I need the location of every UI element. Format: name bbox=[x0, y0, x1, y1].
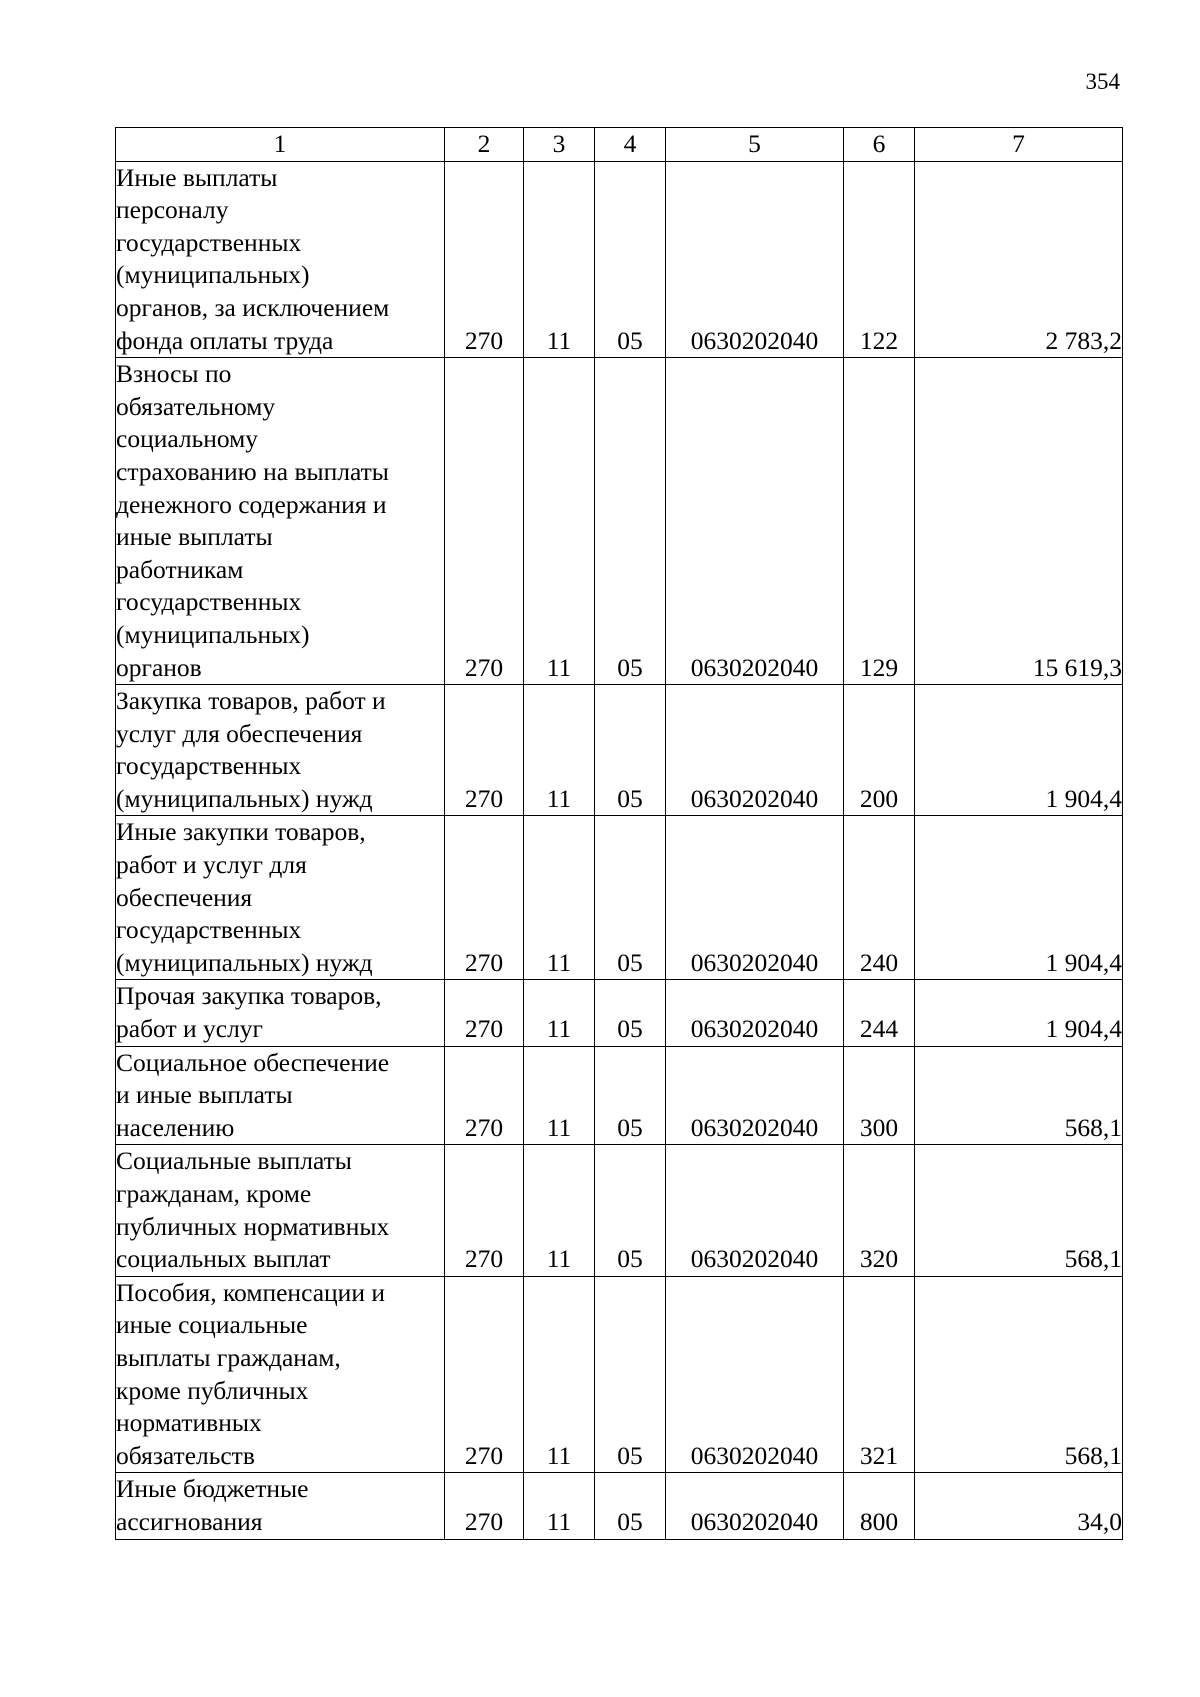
amount-cell: 1 904,4 bbox=[915, 980, 1123, 1046]
csr-cell: 0630202040 bbox=[666, 980, 844, 1046]
name-line: населению bbox=[116, 1112, 235, 1142]
name-cell bbox=[116, 980, 445, 1046]
name-line: иные выплаты bbox=[116, 522, 273, 552]
name-cell bbox=[116, 816, 445, 980]
page-number: 354 bbox=[1085, 69, 1120, 94]
name-line: социальному bbox=[116, 424, 259, 454]
name-line: денежного содержания и bbox=[116, 489, 387, 519]
name-line: Взносы по bbox=[116, 359, 232, 389]
name-line: Социальные выплаты bbox=[116, 1146, 352, 1176]
rz-cell: 11 bbox=[524, 980, 595, 1046]
table-row bbox=[116, 980, 1123, 1046]
vr-cell: 240 bbox=[844, 816, 915, 980]
vr-cell: 321 bbox=[844, 1276, 915, 1473]
rz-cell: 11 bbox=[524, 1473, 595, 1539]
csr-cell: 0630202040 bbox=[666, 1473, 844, 1539]
name-line: ассигнования bbox=[116, 1506, 263, 1536]
name-cell bbox=[116, 358, 445, 685]
name-line: государственных bbox=[116, 751, 302, 781]
column-header-3: 3 bbox=[524, 128, 595, 162]
column-header-1: 1 bbox=[116, 128, 445, 162]
name-cell bbox=[116, 1473, 445, 1539]
name-line: обязательному bbox=[116, 391, 276, 421]
table-row bbox=[116, 1473, 1123, 1539]
rz-cell: 11 bbox=[524, 161, 595, 358]
name-line: иные социальные bbox=[116, 1310, 308, 1340]
name-line: (муниципальных) нужд bbox=[116, 783, 373, 813]
column-header-7: 7 bbox=[915, 128, 1123, 162]
name-line: государственных bbox=[116, 227, 302, 257]
pr-cell: 05 bbox=[595, 358, 666, 685]
name-line: работ и услуг bbox=[116, 1014, 263, 1044]
pr-cell: 05 bbox=[595, 1276, 666, 1473]
name-line: социальных выплат bbox=[116, 1244, 331, 1274]
name-cell bbox=[116, 685, 445, 816]
vr-cell: 244 bbox=[844, 980, 915, 1046]
column-header-4: 4 bbox=[595, 128, 666, 162]
name-line: страхованию на выплаты bbox=[116, 456, 389, 486]
vr-cell: 200 bbox=[844, 685, 915, 816]
table-body bbox=[116, 161, 1123, 1539]
table-row bbox=[116, 161, 1123, 358]
name-line: услуг для обеспечения bbox=[116, 718, 363, 748]
amount-cell: 568,1 bbox=[915, 1145, 1123, 1276]
csr-cell: 0630202040 bbox=[666, 685, 844, 816]
table-row bbox=[116, 1145, 1123, 1276]
vr-cell: 129 bbox=[844, 358, 915, 685]
name-line: фонда оплаты труда bbox=[116, 325, 334, 355]
vr-cell: 122 bbox=[844, 161, 915, 358]
name-line: Иные бюджетные bbox=[116, 1474, 309, 1504]
ved-cell: 270 bbox=[445, 980, 524, 1046]
name-line: (муниципальных) нужд bbox=[116, 947, 373, 977]
csr-cell: 0630202040 bbox=[666, 1145, 844, 1276]
pr-cell: 05 bbox=[595, 816, 666, 980]
vr-cell: 800 bbox=[844, 1473, 915, 1539]
name-line: Иные закупки товаров, bbox=[116, 817, 366, 847]
name-line: Закупка товаров, работ и bbox=[116, 686, 386, 716]
name-line: работ и услуг для bbox=[116, 850, 307, 880]
name-line: гражданам, кроме bbox=[116, 1179, 312, 1208]
ved-cell: 270 bbox=[445, 685, 524, 816]
name-line: органов bbox=[116, 652, 202, 682]
name-line: Социальное обеспечение bbox=[116, 1047, 390, 1077]
ved-cell: 270 bbox=[445, 1276, 524, 1473]
name-line: нормативных bbox=[116, 1408, 262, 1438]
name-line: (муниципальных) bbox=[116, 260, 310, 290]
name-line: Иные выплаты bbox=[116, 162, 278, 192]
table-row bbox=[116, 1276, 1123, 1473]
table-row bbox=[116, 358, 1123, 685]
rz-cell: 11 bbox=[524, 816, 595, 980]
amount-cell: 1 904,4 bbox=[915, 816, 1123, 980]
name-line: Прочая закупка товаров, bbox=[116, 981, 382, 1011]
budget-table bbox=[115, 127, 1123, 1540]
pr-cell: 05 bbox=[595, 161, 666, 358]
table-row bbox=[116, 1046, 1123, 1145]
csr-cell: 0630202040 bbox=[666, 816, 844, 980]
name-line: государственных bbox=[116, 915, 302, 945]
name-cell bbox=[116, 1145, 445, 1276]
ved-cell: 270 bbox=[445, 1145, 524, 1276]
csr-cell: 0630202040 bbox=[666, 1276, 844, 1473]
amount-cell: 15 619,3 bbox=[915, 358, 1123, 685]
amount-cell: 2 783,2 bbox=[915, 161, 1123, 358]
pr-cell: 05 bbox=[595, 1145, 666, 1276]
amount-cell: 568,1 bbox=[915, 1046, 1123, 1145]
vr-cell: 320 bbox=[844, 1145, 915, 1276]
name-line: обеспечения bbox=[116, 882, 253, 912]
pr-cell: 05 bbox=[595, 1473, 666, 1539]
name-line: органов, за исключением bbox=[116, 292, 390, 322]
rz-cell: 11 bbox=[524, 685, 595, 816]
ved-cell: 270 bbox=[445, 358, 524, 685]
table-row bbox=[116, 685, 1123, 816]
name-line: (муниципальных) bbox=[116, 619, 310, 649]
name-line: обязательств bbox=[116, 1440, 255, 1470]
rz-cell: 11 bbox=[524, 1276, 595, 1473]
name-line: работникам bbox=[116, 554, 244, 584]
amount-cell: 34,0 bbox=[915, 1473, 1123, 1539]
name-line: и иные выплаты bbox=[116, 1080, 293, 1110]
rz-cell: 11 bbox=[524, 358, 595, 685]
pr-cell: 05 bbox=[595, 685, 666, 816]
ved-cell: 270 bbox=[445, 161, 524, 358]
name-line: персоналу bbox=[116, 195, 229, 225]
name-line: публичных нормативных bbox=[116, 1211, 390, 1241]
csr-cell: 0630202040 bbox=[666, 161, 844, 358]
table-row bbox=[116, 816, 1123, 980]
column-header-5: 5 bbox=[666, 128, 844, 162]
amount-cell: 1 904,4 bbox=[915, 685, 1123, 816]
csr-cell: 0630202040 bbox=[666, 1046, 844, 1145]
name-line: государственных bbox=[116, 587, 302, 617]
header-row bbox=[116, 128, 1123, 162]
column-header-6: 6 bbox=[844, 128, 915, 162]
name-cell bbox=[116, 1276, 445, 1473]
name-line: кроме публичных bbox=[116, 1375, 309, 1405]
column-header-2: 2 bbox=[445, 128, 524, 162]
ved-cell: 270 bbox=[445, 1046, 524, 1145]
name-line: Пособия, компенсации и bbox=[116, 1277, 385, 1307]
name-cell bbox=[116, 1046, 445, 1145]
csr-cell: 0630202040 bbox=[666, 358, 844, 685]
ved-cell: 270 bbox=[445, 1473, 524, 1539]
rz-cell: 11 bbox=[524, 1145, 595, 1276]
name-line: выплаты гражданам, bbox=[116, 1342, 341, 1372]
name-cell bbox=[116, 161, 445, 358]
amount-cell: 568,1 bbox=[915, 1276, 1123, 1473]
vr-cell: 300 bbox=[844, 1046, 915, 1145]
rz-cell: 11 bbox=[524, 1046, 595, 1145]
pr-cell: 05 bbox=[595, 1046, 666, 1145]
pr-cell: 05 bbox=[595, 980, 666, 1046]
ved-cell: 270 bbox=[445, 816, 524, 980]
